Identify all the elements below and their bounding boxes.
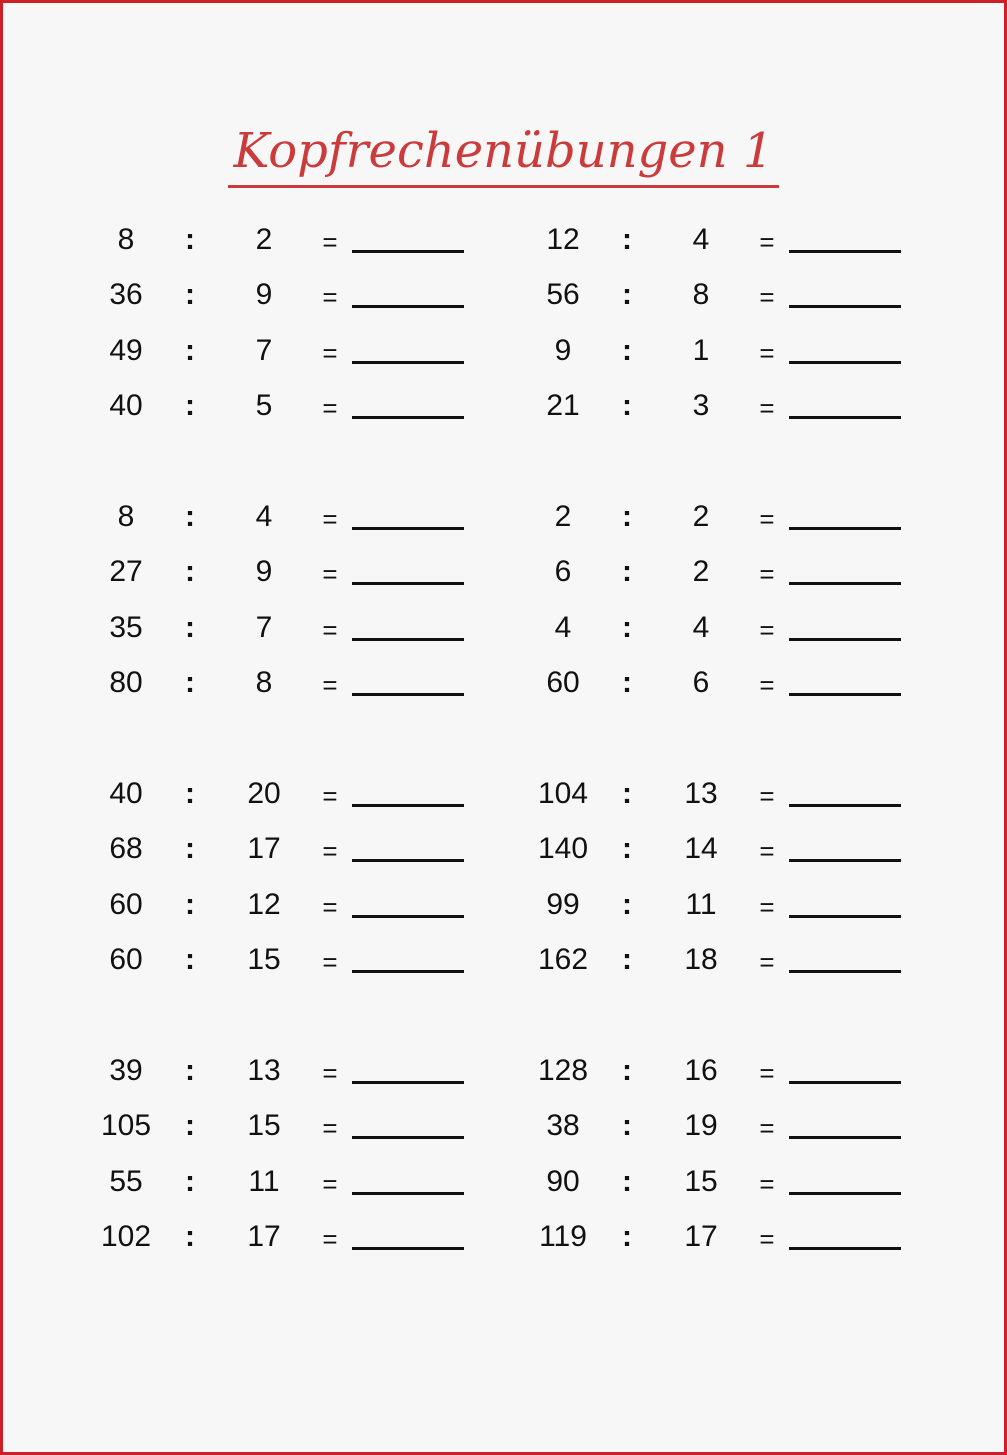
divisor: 13 — [684, 777, 718, 810]
answer-blank[interactable] — [352, 582, 464, 585]
divisor: 9 — [255, 278, 273, 311]
dividend: 39 — [109, 1054, 143, 1087]
division-problem — [537, 831, 957, 886]
dividend: 4 — [554, 611, 572, 644]
dividend: 60 — [109, 943, 143, 976]
equals-sign: = — [322, 1169, 338, 1199]
dividend: 12 — [546, 223, 580, 256]
division-sign: : — [185, 555, 195, 588]
divisor: 2 — [692, 555, 710, 588]
division-problem — [537, 610, 957, 665]
division-problem — [100, 333, 520, 388]
answer-blank[interactable] — [789, 250, 901, 253]
division-sign: : — [185, 1220, 195, 1253]
equals-sign: = — [322, 1224, 338, 1254]
division-sign: : — [185, 223, 195, 256]
dividend: 119 — [539, 1220, 587, 1253]
dividend: 49 — [109, 334, 143, 367]
divisor: 15 — [684, 1165, 718, 1198]
answer-blank[interactable] — [789, 638, 901, 641]
dividend: 128 — [537, 1054, 589, 1087]
division-sign: : — [185, 1109, 195, 1142]
division-sign: : — [622, 555, 632, 588]
division-problem — [100, 776, 520, 831]
answer-blank[interactable] — [789, 1136, 901, 1139]
equals-sign: = — [759, 227, 775, 257]
equals-sign: = — [759, 282, 775, 312]
division-problem — [537, 776, 957, 831]
equals-sign: = — [322, 504, 338, 534]
division-sign: : — [185, 1165, 195, 1198]
equals-sign: = — [759, 947, 775, 977]
division-problem — [100, 887, 520, 942]
dividend: 8 — [117, 500, 135, 533]
dividend: 60 — [546, 666, 580, 699]
division-sign: : — [185, 278, 195, 311]
division-sign: : — [622, 223, 632, 256]
answer-blank[interactable] — [789, 361, 901, 364]
answer-blank[interactable] — [789, 804, 901, 807]
divisor: 13 — [247, 1054, 281, 1087]
division-problem — [100, 665, 520, 720]
dividend: 8 — [117, 223, 135, 256]
dividend: 102 — [100, 1220, 152, 1253]
divisor: 15 — [247, 943, 281, 976]
divisor: 18 — [684, 943, 718, 976]
answer-blank[interactable] — [789, 693, 901, 696]
division-problem — [537, 1108, 957, 1163]
equals-sign: = — [322, 393, 338, 423]
division-problem — [100, 1108, 520, 1163]
answer-blank[interactable] — [352, 804, 464, 807]
divisor: 17 — [247, 1220, 281, 1253]
division-problem — [100, 554, 520, 609]
dividend: 40 — [109, 389, 143, 422]
division-problem — [100, 222, 520, 277]
division-problem — [100, 610, 520, 665]
worksheet-title-text: Kopfrechenübungen 1 — [228, 121, 780, 188]
divisor: 8 — [692, 278, 710, 311]
equals-sign: = — [322, 615, 338, 645]
worksheet-title — [3, 121, 1004, 188]
equals-sign: = — [759, 615, 775, 645]
equals-sign: = — [759, 670, 775, 700]
dividend: 56 — [546, 278, 580, 311]
divisor: 12 — [247, 888, 281, 921]
divisor: 2 — [692, 500, 710, 533]
divisor: 11 — [685, 888, 717, 921]
division-problem — [100, 1053, 520, 1108]
division-problem — [537, 388, 957, 443]
division-problem — [537, 1053, 957, 1108]
division-sign: : — [185, 777, 195, 810]
divisor: 5 — [255, 389, 273, 422]
dividend: 21 — [546, 389, 580, 422]
equals-sign: = — [759, 393, 775, 423]
divisor: 15 — [247, 1109, 281, 1142]
answer-blank[interactable] — [789, 1247, 901, 1250]
division-sign: : — [185, 389, 195, 422]
division-problem — [100, 942, 520, 997]
division-problem — [537, 222, 957, 277]
answer-blank[interactable] — [352, 250, 464, 253]
division-sign: : — [622, 611, 632, 644]
division-problem — [537, 942, 957, 997]
answer-blank[interactable] — [352, 1247, 464, 1250]
division-sign: : — [185, 334, 195, 367]
division-problem — [100, 831, 520, 886]
divisor: 7 — [255, 611, 273, 644]
answer-blank[interactable] — [352, 915, 464, 918]
division-problem — [537, 333, 957, 388]
division-problem — [100, 1219, 520, 1274]
equals-sign: = — [322, 227, 338, 257]
equals-sign: = — [759, 892, 775, 922]
answer-blank[interactable] — [352, 859, 464, 862]
division-sign: : — [622, 832, 632, 865]
answer-blank[interactable] — [352, 416, 464, 419]
equals-sign: = — [759, 1113, 775, 1143]
divisor: 19 — [684, 1109, 718, 1142]
dividend: 9 — [554, 334, 572, 367]
answer-blank[interactable] — [789, 527, 901, 530]
equals-sign: = — [322, 1058, 338, 1088]
division-sign: : — [185, 1054, 195, 1087]
equals-sign: = — [322, 947, 338, 977]
divisor: 7 — [255, 334, 273, 367]
division-problem — [100, 277, 520, 332]
answer-blank[interactable] — [352, 305, 464, 308]
answer-blank[interactable] — [789, 1081, 901, 1084]
dividend: 27 — [109, 555, 143, 588]
equals-sign: = — [759, 504, 775, 534]
answer-blank[interactable] — [352, 638, 464, 641]
answer-blank[interactable] — [789, 416, 901, 419]
division-problem — [537, 665, 957, 720]
dividend: 6 — [554, 555, 572, 588]
divisor: 4 — [692, 223, 710, 256]
divisor: 11 — [248, 1165, 280, 1198]
dividend: 105 — [100, 1109, 152, 1142]
equals-sign: = — [322, 670, 338, 700]
division-sign: : — [622, 666, 632, 699]
divisor: 4 — [692, 611, 710, 644]
equals-sign: = — [322, 892, 338, 922]
equals-sign: = — [759, 836, 775, 866]
division-sign: : — [185, 666, 195, 699]
equals-sign: = — [759, 1058, 775, 1088]
division-sign: : — [185, 943, 195, 976]
division-sign: : — [622, 943, 632, 976]
division-sign: : — [622, 500, 632, 533]
equals-sign: = — [322, 1113, 338, 1143]
division-sign: : — [622, 888, 632, 921]
divisor: 9 — [255, 555, 273, 588]
division-sign: : — [622, 1109, 632, 1142]
division-problem — [100, 1164, 520, 1219]
equals-sign: = — [759, 1224, 775, 1254]
division-sign: : — [185, 611, 195, 644]
division-problem — [100, 499, 520, 554]
dividend: 38 — [546, 1109, 580, 1142]
dividend: 80 — [109, 666, 143, 699]
answer-blank[interactable] — [789, 582, 901, 585]
equals-sign: = — [759, 559, 775, 589]
divisor: 1 — [692, 334, 710, 367]
dividend: 90 — [546, 1165, 580, 1198]
divisor: 20 — [247, 777, 281, 810]
division-sign: : — [622, 1165, 632, 1198]
answer-blank[interactable] — [789, 859, 901, 862]
divisor: 4 — [255, 500, 273, 533]
dividend: 2 — [554, 500, 572, 533]
equals-sign: = — [322, 338, 338, 368]
division-sign: : — [622, 777, 632, 810]
division-sign: : — [622, 1054, 632, 1087]
division-problem — [100, 388, 520, 443]
dividend: 36 — [109, 278, 143, 311]
answer-blank[interactable] — [789, 915, 901, 918]
division-sign: : — [622, 278, 632, 311]
answer-blank[interactable] — [352, 1136, 464, 1139]
divisor: 17 — [684, 1220, 718, 1253]
equals-sign: = — [759, 338, 775, 368]
division-problem — [537, 1219, 957, 1274]
dividend: 99 — [546, 888, 580, 921]
dividend: 104 — [537, 777, 589, 810]
dividend: 68 — [109, 832, 143, 865]
divisor: 14 — [684, 832, 718, 865]
division-problem — [537, 1164, 957, 1219]
answer-blank[interactable] — [352, 1081, 464, 1084]
equals-sign: = — [322, 836, 338, 866]
dividend: 55 — [109, 1165, 143, 1198]
answer-blank[interactable] — [789, 305, 901, 308]
division-problem — [537, 277, 957, 332]
dividend: 162 — [537, 943, 589, 976]
division-problem — [537, 887, 957, 942]
dividend: 40 — [109, 777, 143, 810]
equals-sign: = — [759, 1169, 775, 1199]
divisor: 6 — [692, 666, 710, 699]
division-sign: : — [622, 334, 632, 367]
divisor: 17 — [247, 832, 281, 865]
answer-blank[interactable] — [352, 361, 464, 364]
answer-blank[interactable] — [352, 1192, 464, 1195]
divisor: 3 — [692, 389, 710, 422]
division-sign: : — [185, 888, 195, 921]
divisor: 8 — [255, 666, 273, 699]
division-problem — [537, 499, 957, 554]
dividend: 140 — [537, 832, 589, 865]
answer-blank[interactable] — [352, 527, 464, 530]
answer-blank[interactable] — [789, 970, 901, 973]
division-sign: : — [185, 500, 195, 533]
division-sign: : — [622, 389, 632, 422]
answer-blank[interactable] — [352, 970, 464, 973]
equals-sign: = — [322, 781, 338, 811]
divisor: 2 — [255, 223, 273, 256]
equals-sign: = — [322, 282, 338, 312]
division-problem — [537, 554, 957, 609]
equals-sign: = — [759, 781, 775, 811]
divisor: 16 — [684, 1054, 718, 1087]
dividend: 60 — [109, 888, 143, 921]
answer-blank[interactable] — [789, 1192, 901, 1195]
division-sign: : — [185, 832, 195, 865]
division-sign: : — [622, 1220, 632, 1253]
equals-sign: = — [322, 559, 338, 589]
answer-blank[interactable] — [352, 693, 464, 696]
dividend: 35 — [109, 611, 143, 644]
